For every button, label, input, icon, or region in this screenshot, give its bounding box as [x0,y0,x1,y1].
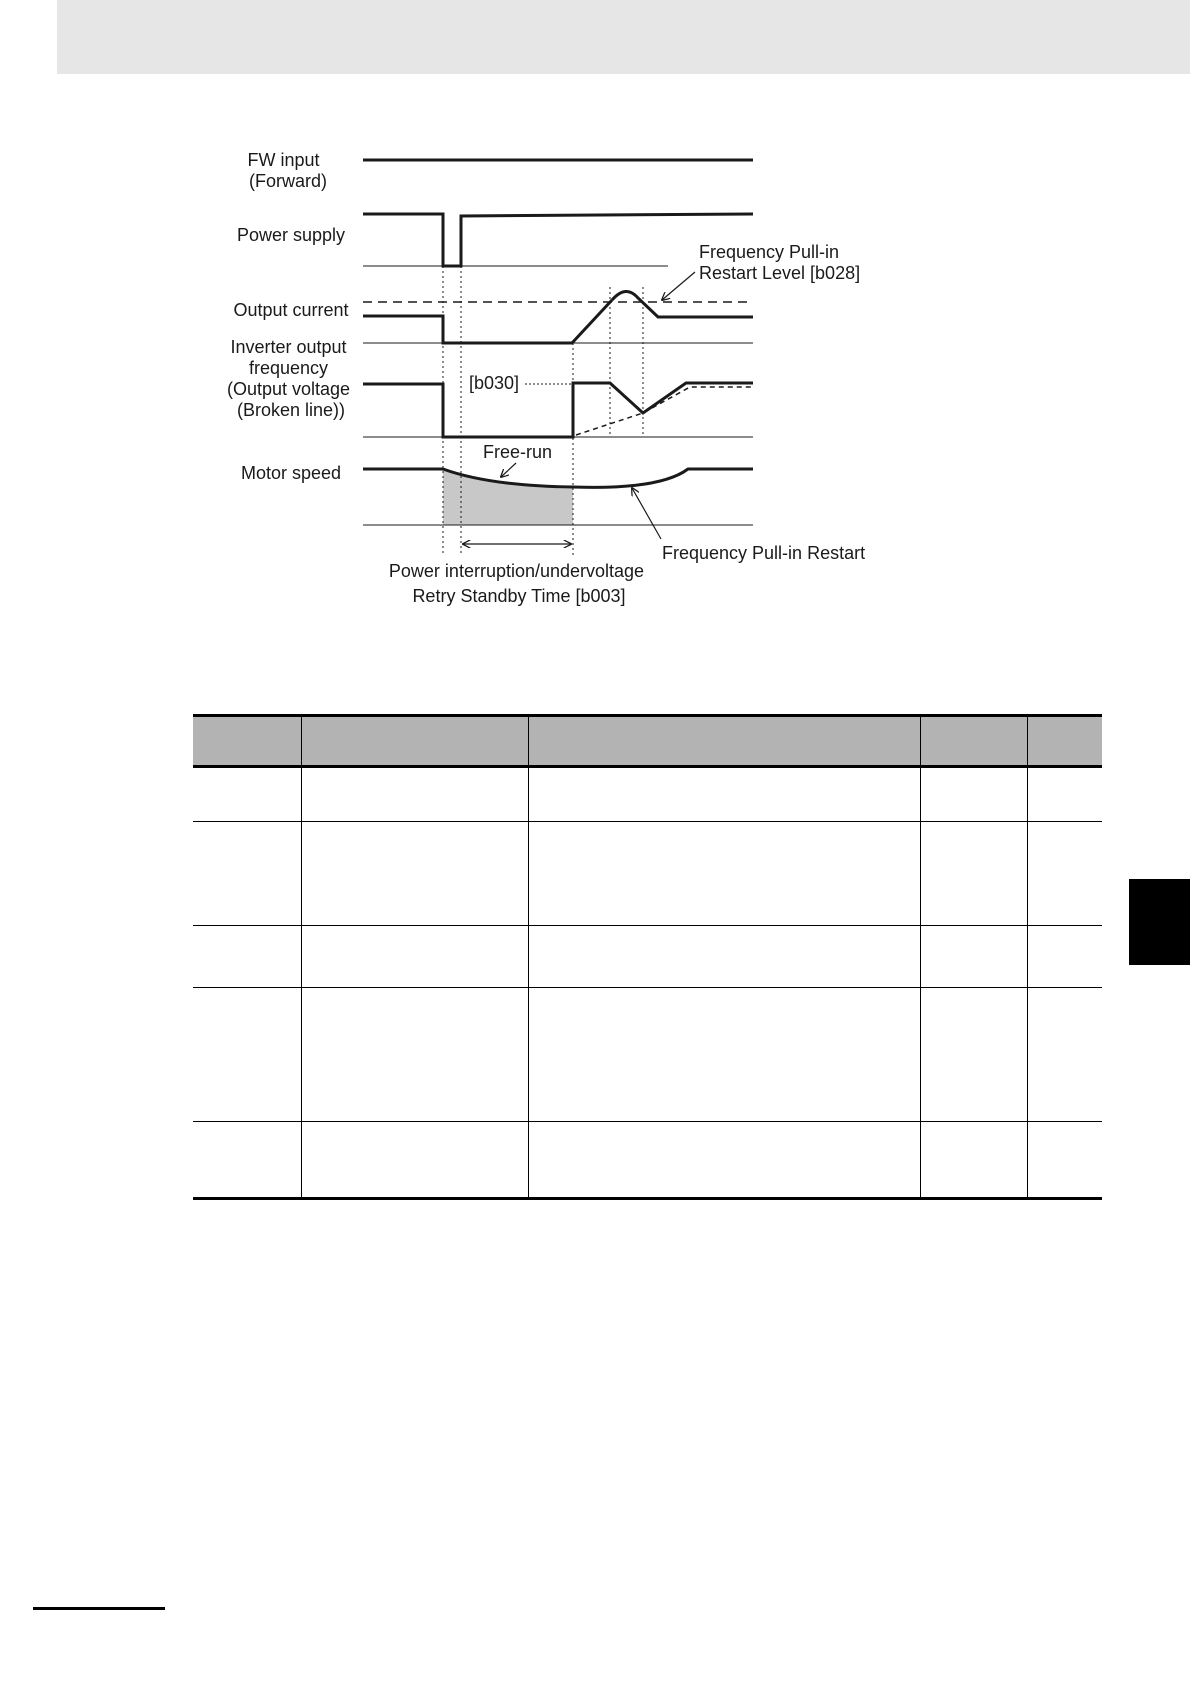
table-cell [1027,767,1102,822]
table-row [193,926,1102,988]
free-run-annotation: Free-run [483,442,553,462]
table-cell [193,926,301,988]
table-cell [528,767,920,822]
timing-diagram [0,0,1190,640]
table-cell [528,988,920,1122]
table-cell [301,1122,528,1199]
table-header-cell [920,716,1027,767]
motor-speed-trace [363,469,753,487]
power-supply-trace [363,214,753,266]
table-header-cell [301,716,528,767]
table-cell [920,926,1027,988]
b030-label: [b030] [469,373,520,393]
free-run-shaded-area [443,469,573,525]
parameter-table [193,714,1102,1200]
table-cell [193,822,301,926]
table-cell [1027,822,1102,926]
footer-rule [33,1607,165,1610]
table-cell [301,988,528,1122]
table-cell [301,767,528,822]
table-cell [1027,926,1102,988]
table-header-cell [528,716,920,767]
table-row [193,988,1102,1122]
table-row [193,822,1102,926]
table-cell [193,1122,301,1199]
standby-time-annotation: Power interruption/undervoltage Retry Standby Time [b003] [388,561,645,606]
fw-input-label: FW input (Forward) [247,150,328,191]
table-cell [920,767,1027,822]
section-index-tab [1129,879,1190,965]
restart-level-annotation: Frequency Pull-in Restart Level [b028] [699,242,861,283]
table-cell [920,1122,1027,1199]
table-cell [528,926,920,988]
table-header-row [193,716,1102,767]
table-header-cell [193,716,301,767]
table-cell [301,822,528,926]
pull-in-restart-annotation: Frequency Pull-in Restart [662,543,866,563]
table-cell [1027,988,1102,1122]
pull-in-restart-arrow [632,488,661,539]
table-cell [528,1122,920,1199]
table-cell [301,926,528,988]
table-cell [920,988,1027,1122]
table-cell [528,822,920,926]
table-cell [1027,1122,1102,1199]
motor-speed-label: Motor speed [240,463,342,483]
table-row [193,767,1102,822]
output-current-label: Output current [233,300,349,320]
inverter-frequency-trace [363,383,753,437]
inverter-output-label: Inverter output frequency (Output voltage (Broken line)) [226,337,351,420]
table-header-cell [1027,716,1102,767]
table-cell [920,822,1027,926]
table-cell [193,988,301,1122]
table-row [193,1122,1102,1199]
output-voltage-dashed [576,387,753,435]
output-current-trace [363,300,612,343]
free-run-arrow [501,463,516,477]
output-current-peak [612,291,753,317]
restart-level-arrow [662,272,695,300]
power-supply-label: Power supply [236,225,346,245]
table-cell [193,767,301,822]
